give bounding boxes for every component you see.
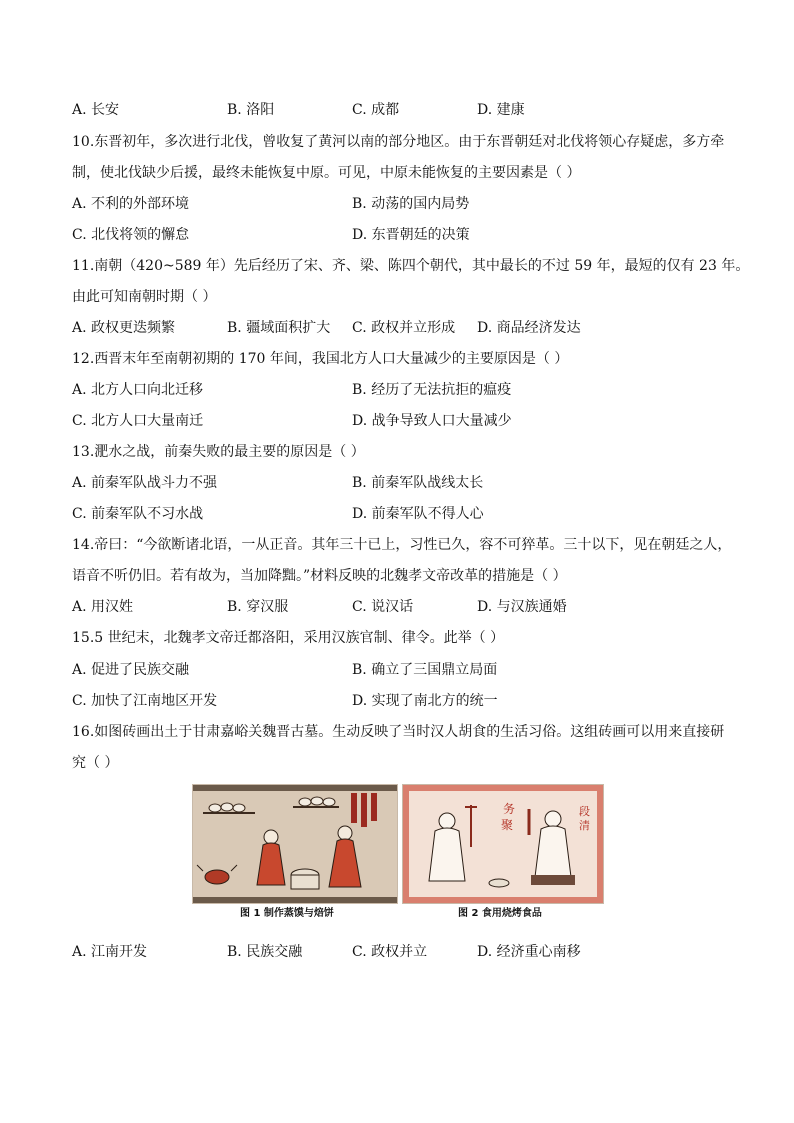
q14-stem-line2: 语音不听仍旧。若有故为，当加降黜。”材料反映的北魏孝文帝改革的措施是（ ） bbox=[72, 568, 567, 584]
q9-option-a: A. 长安 bbox=[72, 102, 120, 118]
q10-stem-line1: 10.东晋初年，多次进行北伐，曾收复了黄河以南的部分地区。由于东晋朝廷对北伐将领心存疑虑，多方牵 bbox=[72, 134, 725, 150]
q13-option-b: B. 前秦军队战线太长 bbox=[352, 475, 484, 491]
figure-1-caption: 图 1 制作蒸馍与焙饼 bbox=[240, 908, 334, 919]
q11-stem-line1: 11.南朝（420~589 年）先后经历了宋、齐、梁、陈四个朝代，其中最长的不过 59 年，最短的仅有 23 年。 bbox=[72, 258, 750, 274]
q16-figure bbox=[192, 784, 604, 918]
q13-stem-line1: 13.淝水之战，前秦失败的最主要的原因是（ ） bbox=[72, 444, 365, 460]
q14-stem-line1: 14.帝曰：“今欲断诸北语，一从正音。其年三十已上，习性已久，容不可猝革。三十以下，见在朝廷之人， bbox=[72, 537, 732, 553]
q15-option-d: D. 实现了南北方的统一 bbox=[352, 693, 498, 709]
q10-stem-line2: 制，使北伐缺少后援，最终未能恢复中原。可见，中原未能恢复的主要因素是（ ） bbox=[72, 165, 581, 181]
q15-option-a: A. 促进了民族交融 bbox=[72, 662, 190, 678]
q10-option-c: C. 北伐将领的懈怠 bbox=[72, 227, 190, 243]
svg-text:务: 务 bbox=[503, 802, 516, 816]
q11-stem-line2: 由此可知南朝时期（ ） bbox=[72, 289, 217, 305]
q13-option-d: D. 前秦军队不得人心 bbox=[352, 506, 484, 522]
q16-stem-line1: 16.如图砖画出土于甘肃嘉峪关魏晋古墓。生动反映了当时汉人胡食的生活习俗。这组砖画可以用来直接研 bbox=[72, 724, 725, 740]
q14-option-c: C. 说汉话 bbox=[352, 599, 414, 615]
q12-stem-line1: 12.西晋末年至南朝初期的 170 年间，我国北方人口大量减少的主要原因是（ ） bbox=[72, 351, 569, 367]
brick-painting-2-illustration bbox=[403, 785, 603, 903]
q12-option-b: B. 经历了无法抗拒的瘟疫 bbox=[352, 382, 512, 398]
q14-option-d: D. 与汉族通婚 bbox=[477, 599, 567, 615]
brick-painting-2-image bbox=[402, 784, 604, 904]
q16-option-a: A. 江南开发 bbox=[72, 944, 148, 960]
q16-option-b: B. 民族交融 bbox=[227, 944, 303, 960]
q11-option-c: C. 政权并立形成 bbox=[352, 320, 456, 336]
q16-option-d: D. 经济重心南移 bbox=[477, 944, 581, 960]
brick-painting-1-image bbox=[192, 784, 398, 904]
q11-option-b: B. 疆域面积扩大 bbox=[227, 320, 331, 336]
q13-option-a: A. 前秦军队战斗力不强 bbox=[72, 475, 218, 491]
q12-option-d: D. 战争导致人口大量减少 bbox=[352, 413, 512, 429]
svg-text:段: 段 bbox=[579, 805, 590, 818]
q14-option-a: A. 用汉姓 bbox=[72, 599, 134, 615]
q16-option-c: C. 政权并立 bbox=[352, 944, 428, 960]
q14-option-b: B. 穿汉服 bbox=[227, 599, 289, 615]
q13-option-c: C. 前秦军队不习水战 bbox=[72, 506, 204, 522]
q9-option-c: C. 成都 bbox=[352, 102, 400, 118]
q15-stem-line1: 15.5 世纪末，北魏孝文帝迁都洛阳，采用汉族官制、律令。此举（ ） bbox=[72, 630, 505, 646]
q16-stem-line2: 究（ ） bbox=[72, 755, 119, 771]
q10-option-d: D. 东晋朝廷的决策 bbox=[352, 227, 470, 243]
q10-option-a: A. 不利的外部环境 bbox=[72, 196, 190, 212]
q9-option-d: D. 建康 bbox=[477, 102, 525, 118]
figure-2-caption: 图 2 食用烧烤食品 bbox=[458, 908, 542, 919]
q10-option-b: B. 动荡的国内局势 bbox=[352, 196, 470, 212]
svg-text:聚: 聚 bbox=[501, 818, 514, 832]
q11-option-d: D. 商品经济发达 bbox=[477, 320, 581, 336]
q15-option-b: B. 确立了三国鼎立局面 bbox=[352, 662, 498, 678]
q12-option-c: C. 北方人口大量南迁 bbox=[72, 413, 204, 429]
q12-option-a: A. 北方人口向北迁移 bbox=[72, 382, 204, 398]
brick-painting-1-illustration bbox=[193, 785, 397, 903]
q15-option-c: C. 加快了江南地区开发 bbox=[72, 693, 218, 709]
q11-option-a: A. 政权更迭频繁 bbox=[72, 320, 176, 336]
q9-option-b: B. 洛阳 bbox=[227, 102, 275, 118]
svg-text:清: 清 bbox=[579, 819, 590, 832]
